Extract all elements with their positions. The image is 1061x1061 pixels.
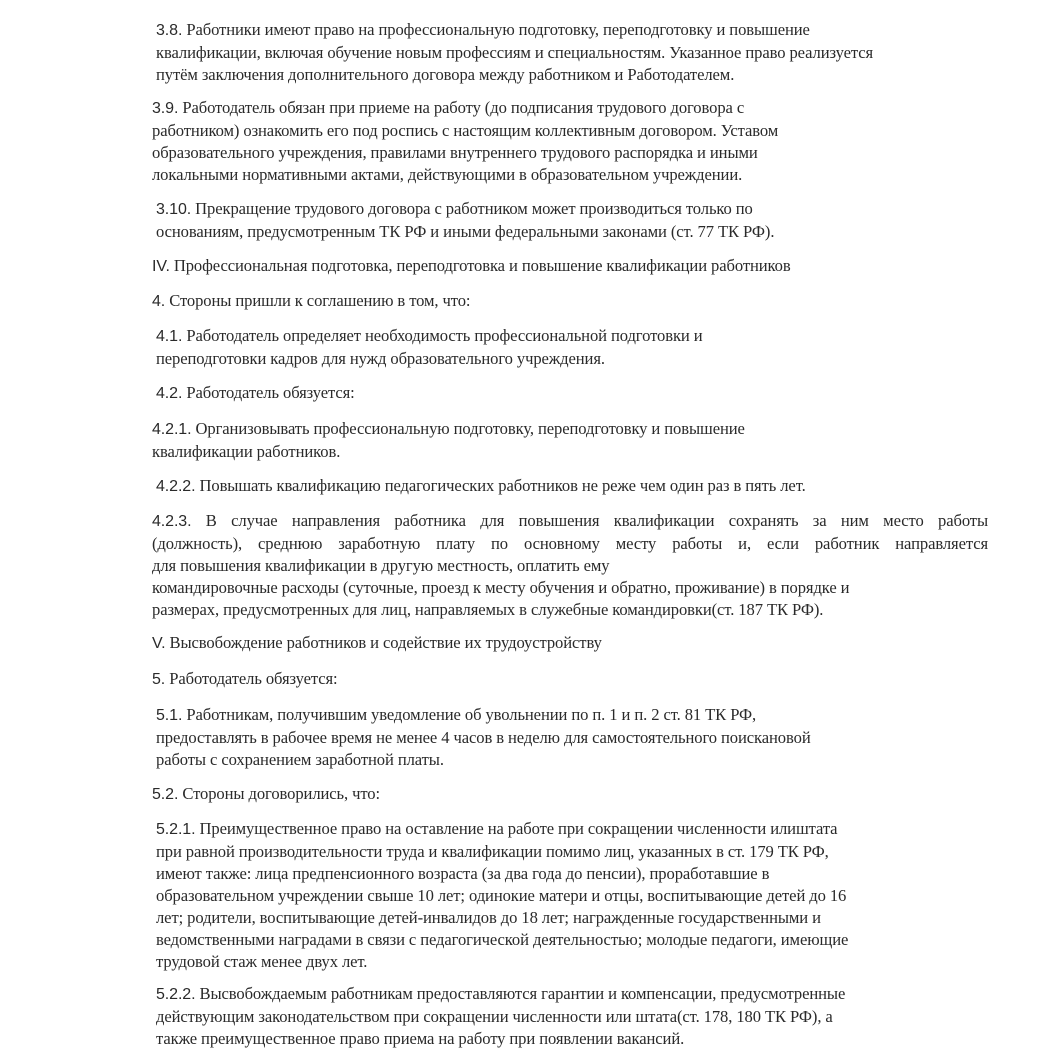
section-heading-v — [152, 632, 988, 655]
paragraph-number: 4.1. — [156, 328, 183, 345]
paragraph-number: 4. — [152, 293, 166, 310]
section-title: Высвобождение работников и содействие их трудоустройству — [165, 633, 602, 652]
section-title: Профессиональная подготовка, переподготовка и повышение квалификации работников — [169, 256, 791, 275]
paragraph-number: 5. — [152, 671, 166, 688]
paragraph-4 — [152, 290, 988, 313]
paragraph-text: лет; родители, воспитывающие детей-инвалидов до 18 лет; награжденные государственными и — [156, 908, 821, 927]
paragraph-text: Работодатель обязуется: — [182, 383, 355, 402]
paragraph-5-2-1 — [152, 818, 992, 973]
paragraph-3-8 — [152, 19, 992, 86]
paragraph-number: 4.2.2. — [156, 478, 196, 495]
paragraph-text: для повышения квалификации в другую местность, оплатить ему — [152, 556, 610, 575]
paragraph-text: Стороны договорились, что: — [178, 784, 380, 803]
paragraph-text: при равной производительности труда и квалификации помимо лиц, указанных в ст. 179 ТК РФ, — [156, 842, 829, 861]
paragraph-number: 5.2.2. — [156, 986, 196, 1003]
paragraph-text: переподготовки кадров для нужд образовательного учреждения. — [156, 349, 605, 368]
paragraph-5-2-2 — [152, 983, 992, 1050]
paragraph-3-10 — [152, 198, 992, 243]
section-number: V. — [152, 635, 166, 652]
paragraph-text: ведомственными наградами в связи с педагогической деятельностью; молодые педагоги, имеющие — [156, 930, 849, 949]
paragraph-text: Работники имеют право на профессиональную подготовку, переподготовку и повышение — [182, 20, 810, 39]
paragraph-text: Организовывать профессиональную подготовку, переподготовку и повышение — [191, 419, 745, 438]
paragraph-text: работы с сохранением заработной платы. — [156, 750, 444, 769]
paragraph-4-2-3 — [152, 510, 988, 621]
paragraph-text: Высвобождаемым работникам предоставляются гарантии и компенсации, предусмотренные — [195, 984, 846, 1003]
paragraph-text: Работодатель определяет необходимость профессиональной подготовки и — [182, 326, 703, 345]
paragraph-number: 3.8. — [156, 22, 183, 39]
paragraph-text: имеют также: лица предпенсионного возраста (за два года до пенсии), проработавшие в — [156, 864, 770, 883]
paragraph-5-2 — [152, 783, 988, 806]
paragraph-text: локальными нормативными актами, действующими в образовательном учреждении. — [152, 165, 743, 184]
section-number: IV. — [152, 258, 170, 275]
paragraph-number: 4.2.3. — [152, 513, 192, 530]
paragraph-text: командировочные расходы (суточные, проезд к месту обучения и обратно, проживание) в порядке и — [152, 578, 850, 597]
paragraph-text: образовательного учреждения, правилами внутреннего трудового распорядка и иными — [152, 143, 758, 162]
paragraph-text: Работодатель обязуется: — [165, 669, 338, 688]
paragraph-5 — [152, 668, 988, 691]
section-heading-iv — [152, 255, 988, 278]
paragraph-text: (должность), среднюю заработную плату по основному месту работы и, если работник направляется — [152, 534, 988, 553]
paragraph-text: путём заключения дополнительного договора между работником и Работодателем. — [156, 65, 735, 84]
paragraph-4-1 — [152, 325, 992, 370]
paragraph-4-2-2 — [152, 475, 992, 498]
paragraph-text: Работодатель обязан при приеме на работу (до подписания трудового договора с — [178, 98, 745, 117]
paragraph-text: действующим законодательством при сокращении численности или штата(ст. 178, 180 ТК РФ), а — [156, 1007, 833, 1026]
paragraph-text: Стороны пришли к соглашению в том, что: — [165, 291, 471, 310]
paragraph-number: 5.1. — [156, 707, 183, 724]
paragraph-4-2 — [152, 382, 992, 405]
paragraph-text: Прекращение трудового договора с работником может производиться только по — [191, 199, 753, 218]
paragraph-text: размерах, предусмотренных для лиц, направляемых в служебные командировки(ст. 187 ТК РФ). — [152, 600, 824, 619]
paragraph-text: работником) ознакомить его под роспись с настоящим коллективным договором. Уставом — [152, 121, 779, 140]
paragraph-text: трудовой стаж менее двух лет. — [156, 952, 368, 971]
paragraph-4-2-1 — [152, 418, 988, 463]
paragraph-text: также преимущественное право приема на работу при появлении вакансий. — [156, 1029, 685, 1048]
paragraph-text: основаниям, предусмотренным ТК РФ и иными федеральными законами (ст. 77 ТК РФ). — [156, 222, 775, 241]
paragraph-5-1 — [152, 704, 992, 771]
paragraph-text: В случае направления работника для повышения квалификации сохранять за ним место работы — [191, 511, 988, 530]
paragraph-number: 5.2. — [152, 786, 179, 803]
paragraph-number: 3.9. — [152, 100, 179, 117]
paragraph-text: Повышать квалификацию педагогических работников не реже чем один раз в пять лет. — [195, 476, 806, 495]
paragraph-number: 5.2.1. — [156, 821, 196, 838]
paragraph-text: Преимущественное право на оставление на работе при сокращении численности илиштата — [195, 819, 838, 838]
paragraph-number: 4.2.1. — [152, 421, 192, 438]
paragraph-text: предоставлять в рабочее время не менее 4 часов в неделю для самостоятельного поискановой — [156, 728, 811, 747]
paragraph-number: 4.2. — [156, 385, 183, 402]
paragraph-3-9 — [152, 97, 988, 186]
paragraph-text: Работникам, получившим уведомление об увольнении по п. 1 и п. 2 ст. 81 ТК РФ, — [182, 705, 757, 724]
paragraph-text: квалификации работников. — [152, 442, 341, 461]
paragraph-number: 3.10. — [156, 201, 192, 218]
paragraph-text: квалификации, включая обучение новым профессиям и специальностям. Указанное право реализуется — [156, 43, 874, 62]
paragraph-text: образовательном учреждении свыше 10 лет; одинокие матери и отцы, воспитывающие детей до 16 — [156, 886, 847, 905]
